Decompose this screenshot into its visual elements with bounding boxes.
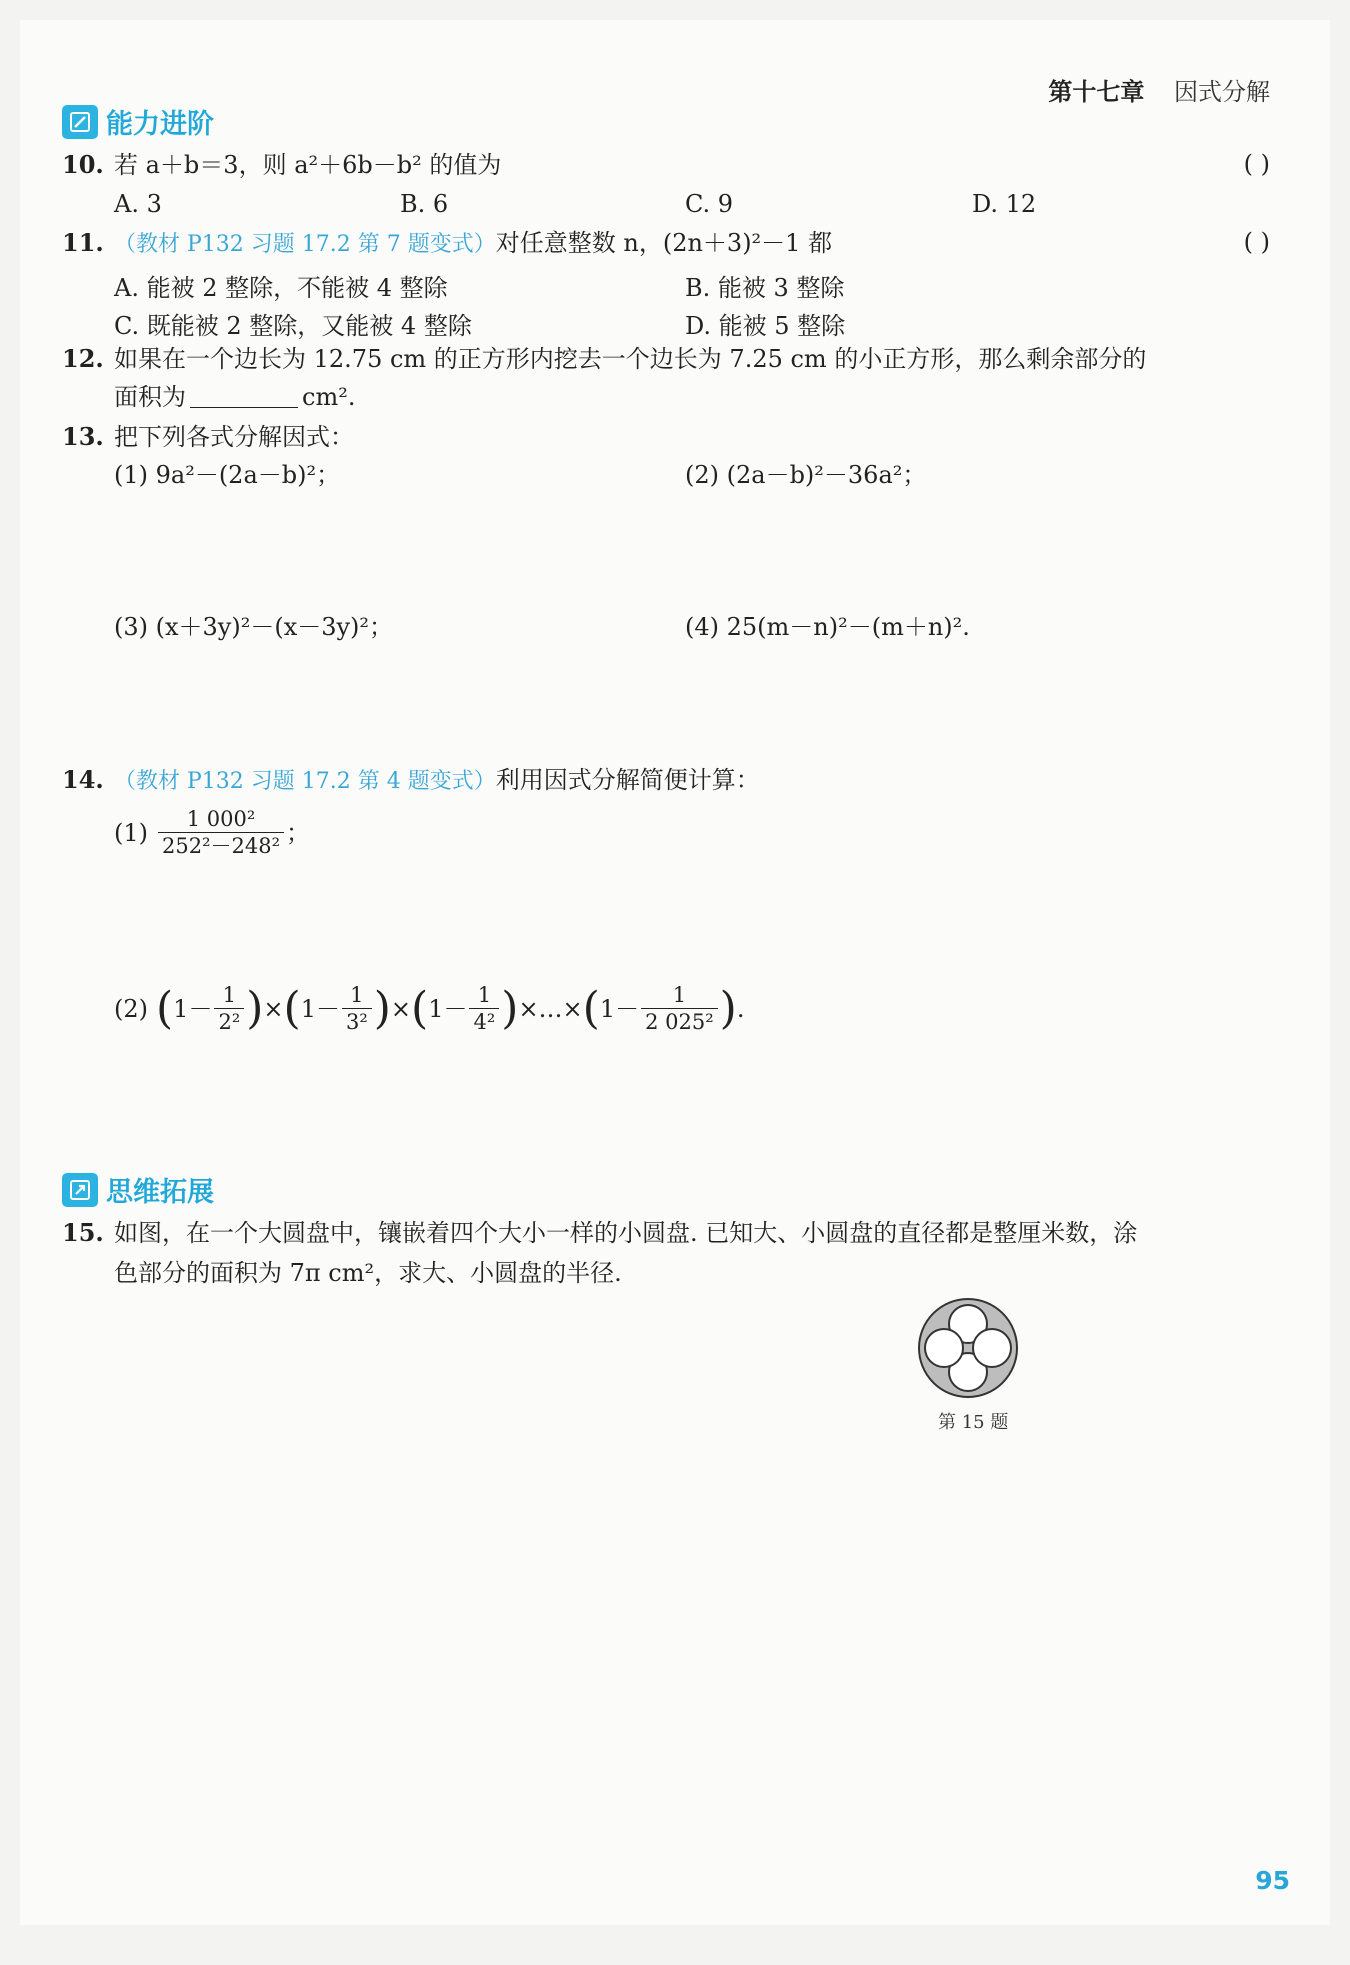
question-11 — [62, 228, 832, 260]
left-paren: ( — [411, 982, 429, 1034]
question-number: 12. — [62, 344, 104, 373]
option-c: C. 9 — [685, 190, 734, 218]
option-d: D. 能被 5 整除 — [685, 312, 846, 340]
question-number: 11. — [62, 228, 104, 257]
left-paren: ( — [283, 982, 301, 1034]
question-number: 10. — [62, 150, 104, 179]
textbook-source: （教材 P132 习题 17.2 第 7 题变式） — [114, 232, 496, 257]
question-number: 13. — [62, 422, 104, 451]
section-extension-title: 思维拓展 — [106, 1177, 214, 1208]
question-15-line-2: 色部分的面积为 7π cm²，求大、小圆盘的半径. — [114, 1259, 622, 1287]
question-15 — [62, 1218, 1137, 1248]
subpart-1 — [114, 806, 310, 859]
option-b: B. 能被 3 整除 — [685, 274, 845, 302]
question-stem: 若 a＋b＝3，则 a²＋6b－b² 的值为 — [114, 151, 502, 179]
expand-icon — [62, 1173, 98, 1207]
denominator: 2² — [214, 1008, 244, 1035]
subpart-1: (1) 9a²－(2a－b)²； — [114, 461, 341, 489]
numerator: 1 — [222, 983, 237, 1007]
denominator: 2 025² — [641, 1008, 718, 1035]
question-12 — [62, 344, 1146, 374]
question-13 — [62, 422, 354, 452]
right-paren: ) — [373, 982, 391, 1034]
section-ability — [62, 102, 214, 141]
punctuation: . — [736, 994, 745, 1023]
page-number: 95 — [1255, 1866, 1290, 1895]
right-paren: ) — [719, 982, 737, 1034]
numerator: 1 000² — [186, 807, 256, 831]
question-stem: 如图，在一个大圆盘中，镶嵌着四个大小一样的小圆盘. 已知大、小圆盘的直径都是整厘米数，涂 — [114, 1219, 1138, 1247]
fraction — [469, 982, 499, 1035]
page — [20, 20, 1330, 1925]
question-stem: 对任意整数 n，(2n＋3)²－1 都 — [495, 229, 833, 257]
denominator: 4² — [469, 1008, 499, 1035]
right-paren: ) — [501, 982, 519, 1034]
section-extension — [62, 1170, 214, 1209]
answer-paren: ( ) — [1243, 150, 1270, 178]
option-c: C. 既能被 2 整除，又能被 4 整除 — [114, 312, 472, 340]
subpart-2: (2) ( 1 － $\frac{1}{\text{2²}}$ ) × ( 1 － $\frac{1}{\text{3²}}$ ) × ( 1 － $\frac{1}{\text{4²}}$ ) ×…× ( 1 － $\frac{1}{\text{2 025²}}$ ) . — [114, 982, 745, 1034]
chapter-header — [1048, 72, 1270, 107]
option-d: D. 12 — [972, 190, 1037, 218]
question-number: 15. — [62, 1218, 104, 1247]
denominator: 3² — [342, 1008, 372, 1035]
right-paren: ) — [246, 982, 264, 1034]
fraction — [158, 806, 284, 859]
answer-blank[interactable] — [190, 385, 298, 408]
textbook-source: （教材 P132 习题 17.2 第 4 题变式） — [114, 769, 496, 794]
subpart-4: (4) 25(m－n)²－(m＋n)². — [685, 613, 970, 641]
chapter-label: 第十七章 — [1048, 78, 1145, 106]
left-paren: ( — [156, 982, 174, 1034]
left-paren: ( — [582, 982, 600, 1034]
subpart-3: (3) (x＋3y)²－(x－3y)²； — [114, 613, 394, 641]
unit: cm². — [302, 383, 356, 411]
punctuation: ； — [286, 818, 311, 847]
numerator: 1 — [477, 983, 492, 1007]
pencil-icon — [62, 105, 98, 139]
figure-caption: 第 15 题 — [938, 1412, 1009, 1433]
option-a: A. 能被 2 整除，不能被 4 整除 — [114, 274, 448, 302]
question-stem: 把下列各式分解因式： — [114, 423, 354, 451]
numerator: 1 — [672, 983, 687, 1007]
chapter-topic: 因式分解 — [1174, 78, 1270, 106]
circle-figure — [916, 1296, 1020, 1404]
question-number: 14. — [62, 765, 104, 794]
denominator: 252²－248² — [158, 832, 284, 859]
one: 1 — [428, 994, 444, 1023]
fraction — [641, 982, 718, 1035]
question-stem: 如果在一个边长为 12.75 cm 的正方形内挖去一个边长为 7.25 cm 的小正方形，那么剩余部分的 — [114, 345, 1147, 373]
fraction — [342, 982, 372, 1035]
question-14 — [62, 765, 760, 797]
subpart-label: (2) — [114, 994, 148, 1023]
section-ability-title: 能力进阶 — [106, 109, 214, 140]
question-10 — [62, 150, 501, 180]
numerator: 1 — [350, 983, 364, 1007]
subpart-2: (2) (2a－b)²－36a²； — [685, 461, 927, 489]
option-b: B. 6 — [400, 190, 449, 218]
fraction — [214, 982, 244, 1035]
text: 面积为 — [114, 383, 186, 411]
one: 1 — [300, 994, 316, 1023]
one: 1 — [599, 994, 616, 1023]
subpart-label: (1) — [114, 818, 148, 847]
option-a: A. 3 — [114, 190, 162, 218]
one: 1 — [173, 994, 189, 1023]
question-stem: 利用因式分解简便计算： — [495, 766, 760, 794]
answer-paren: ( ) — [1243, 228, 1270, 256]
question-12-line-2 — [114, 382, 355, 412]
